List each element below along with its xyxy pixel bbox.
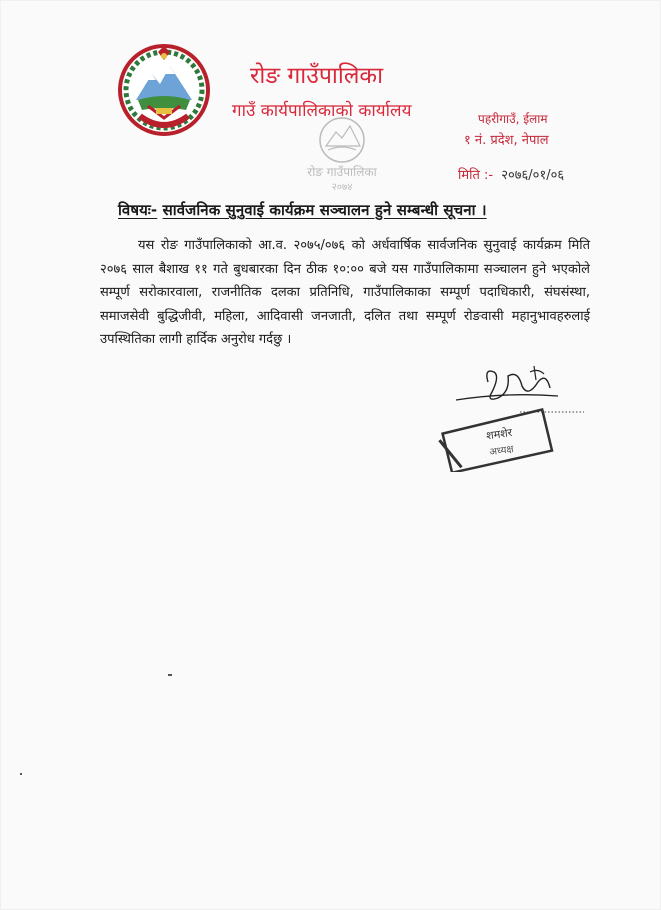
seal-text: रोङ गाउँपालिका: [307, 165, 377, 179]
office-subtitle: गाउँ कार्यपालिकाको कार्यालय: [232, 101, 412, 121]
date-value: २०७६/०१/०६: [501, 168, 565, 183]
stamp-line-2: अध्यक्ष: [488, 443, 515, 459]
scan-speck: [168, 674, 172, 676]
notice-body: यस रोङ गाउँपालिकाको आ.व. २०७५/०७६ को अर्धवार्षिक सार्वजनिक सुनुवाई कार्यक्रम मिति २०७६ साल बैशाख ११ गते बुधबारका दिन ठीक १०:०० बजे यस गाउँपालिकामा सञ्चालन हुने भएकोले सम्पूर्ण सरोकारवाला, राजनीतिक दलका प्रतिनिधि, गाउँपालिकाका सम्पूर्ण पदाधिकारी, संघसंस्था, समाजसेवी बुद्धिजीवी, महिला, आदिवासी जनजाती, दलित तथा सम्पूर्ण रोङवासी महानुभावहरुलाई उपस्थितिका लागी हार्दिक अनुरोध गर्दछु ।: [100, 238, 590, 347]
signature-icon: [438, 362, 588, 472]
office-name: रोङ गाउँपालिका: [250, 63, 384, 89]
notice-subject: [118, 200, 487, 220]
scan-speck: [20, 773, 22, 775]
stamp-line-1: शमशेर: [485, 426, 514, 443]
date-label: मिति :-: [458, 168, 494, 183]
seal-year: २०७४: [331, 182, 353, 193]
office-seal-icon: [294, 110, 390, 194]
address-line-2: १ नं. प्रदेश, नेपाल: [464, 133, 549, 148]
subject-label: विषयः-: [118, 201, 158, 219]
nepal-government-emblem-icon: [118, 44, 210, 136]
subject-text: सार्वजनिक सुनुवाई कार्यक्रम सञ्चालन हुने सम्बन्धी सूचना ।: [162, 201, 487, 219]
address-line-1: पहरीगाउँ, ईलाम: [478, 112, 548, 126]
notice-date: [458, 165, 564, 183]
